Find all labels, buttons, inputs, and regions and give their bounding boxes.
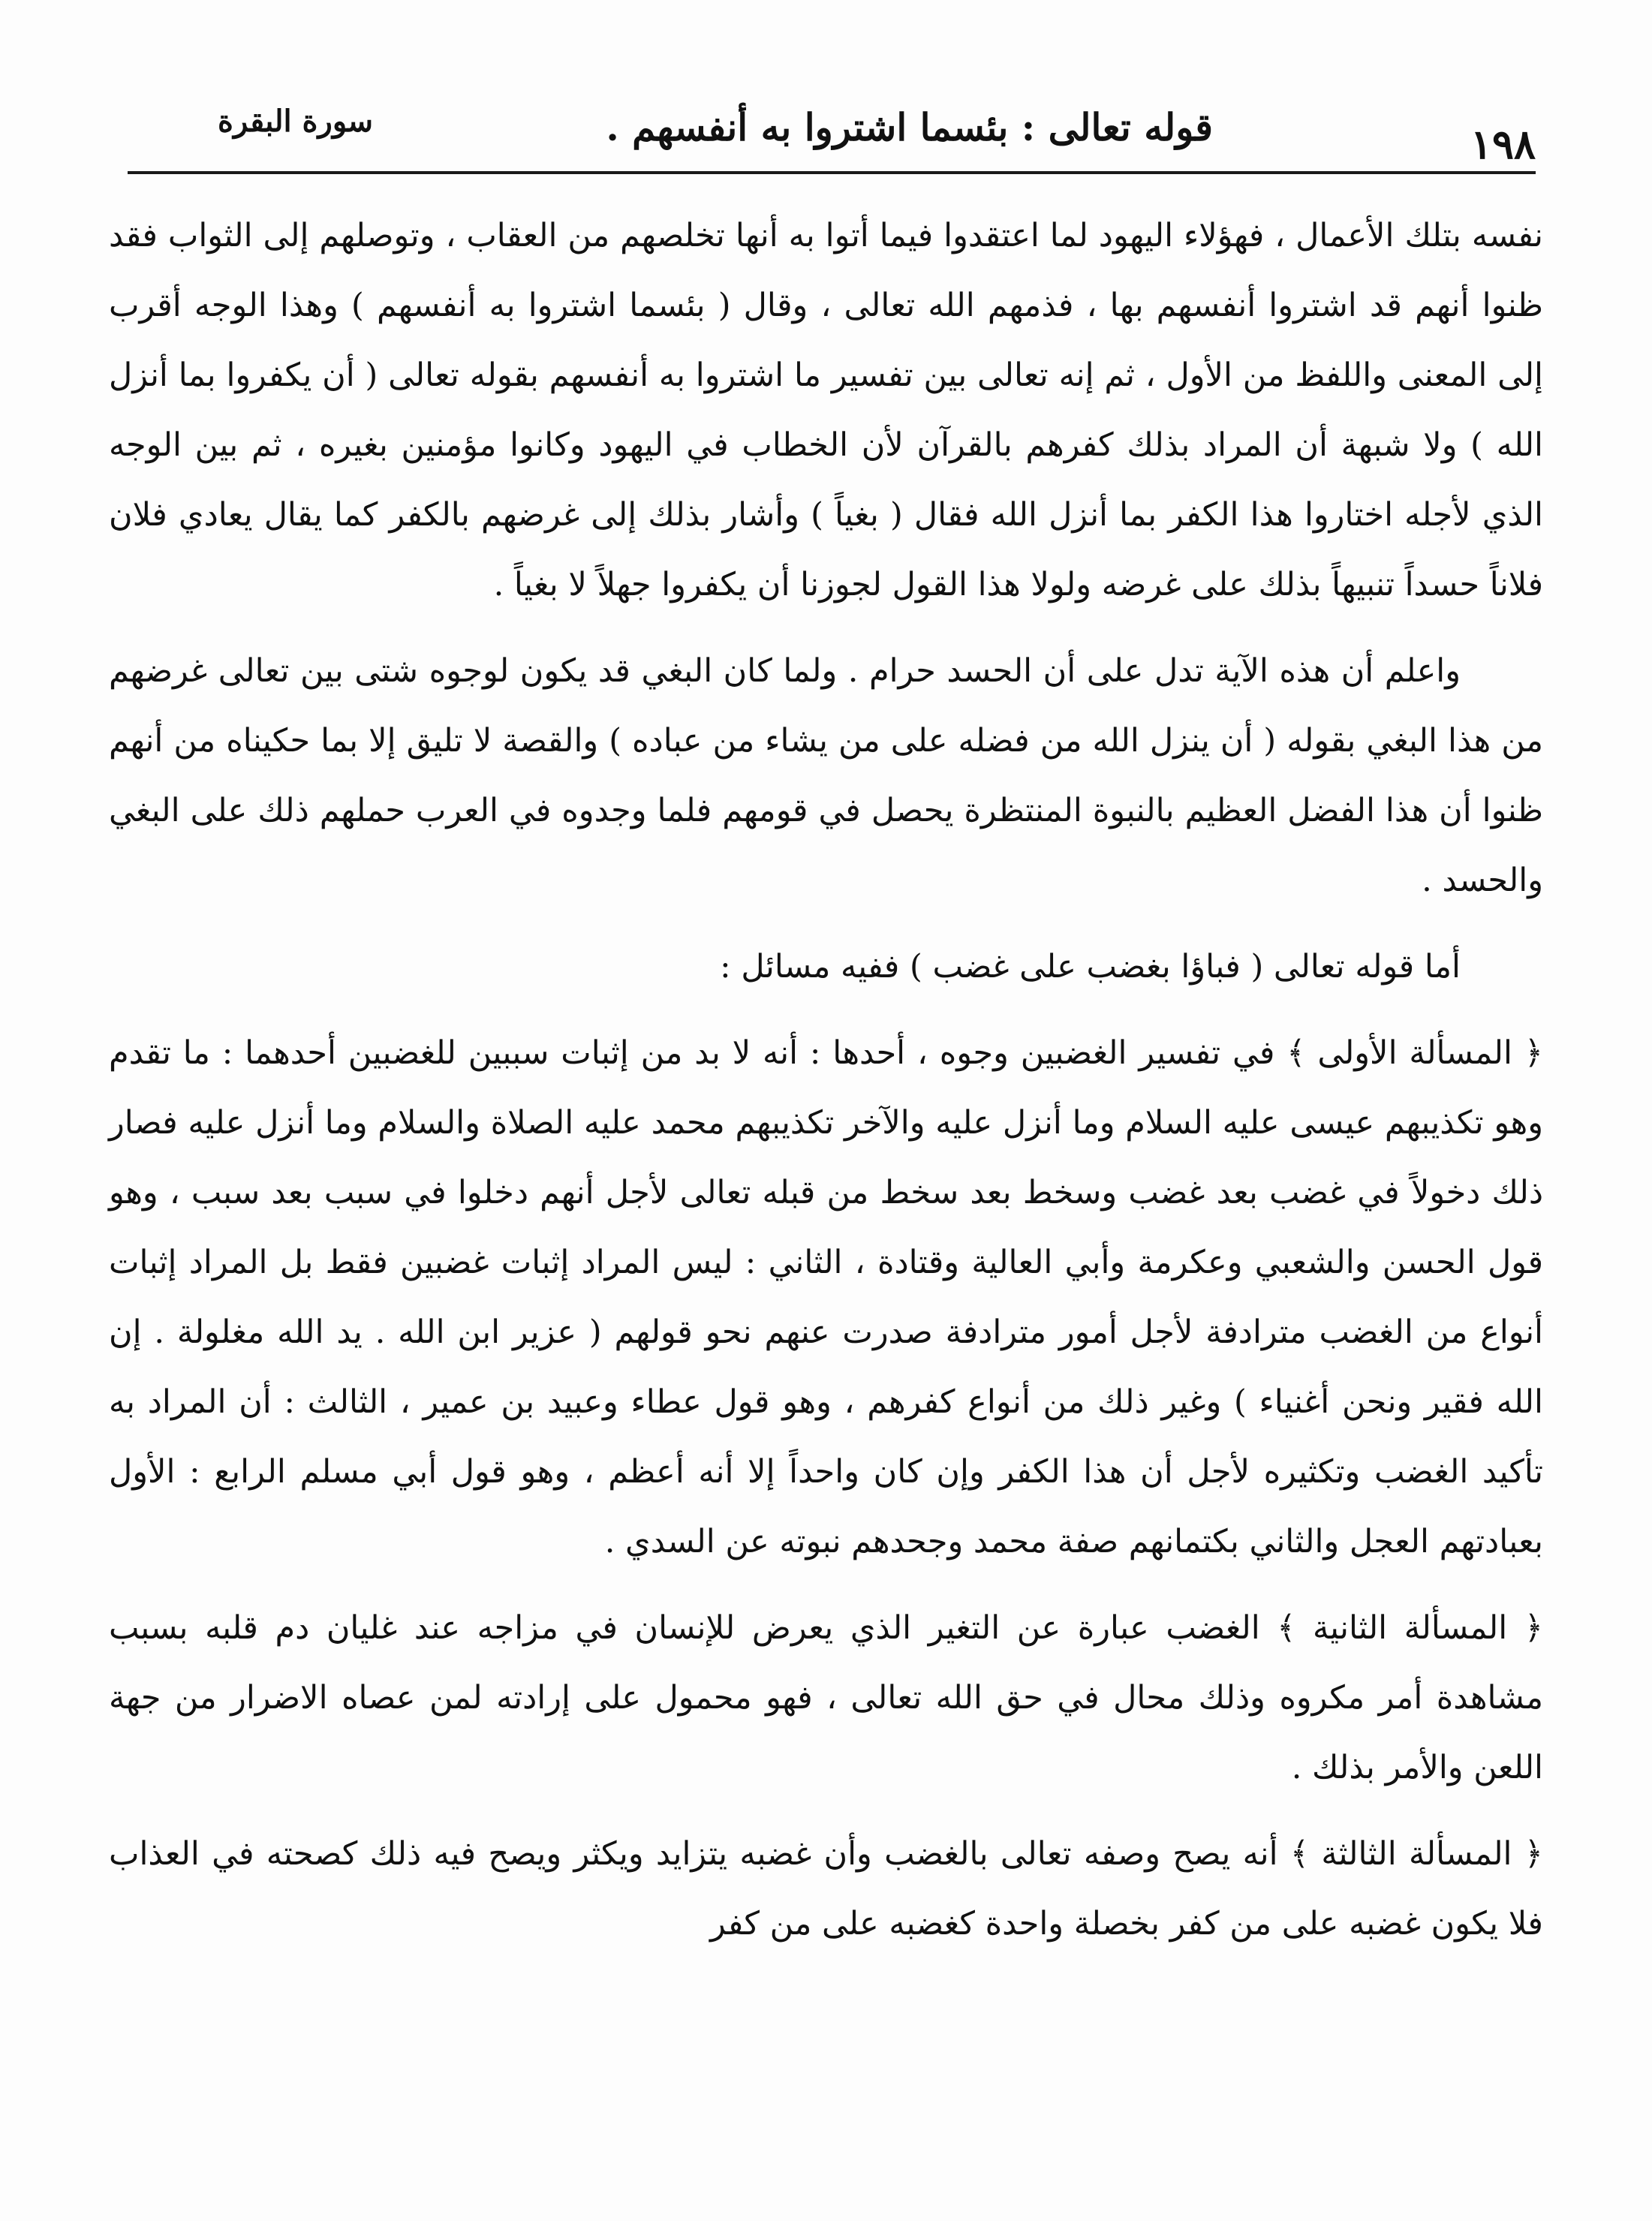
paragraph-2: واعلم أن هذه الآية تدل على أن الحسد حرام . ولما كان البغي قد يكون لوجوه شتى بين تعالى غرضهم من هذا البغي بقوله ( أن ينزل الله من فضله على من يشاء من عباده ) والقصة لا تليق إلا بما حكيناه من أنهم ظنوا أن هذا الفضل العظيم بالنبوة المنتظرة يحصل في قومهم فلما وجدوه في العرب حملهم ذلك على البغي والحسد . [109,652,1543,899]
paragraph-1: نفسه بتلك الأعمال ، فهؤلاء اليهود لما اعتقدوا فيما أتوا به أنها تخلصهم من العقاب ، وتوصلهم إلى الثواب فقد ظنوا أنهم قد اشتروا أنفسهم بها ، فذمهم الله تعالى ، وقال ( بئسما اشتروا به أنفسهم ) وهذا الوجه أقرب إلى المعنى واللفظ من الأول ، ثم إنه تعالى بين تفسير ما اشتروا به أنفسهم بقوله تعالى ( أن يكفروا بما أنزل الله ) ولا شبهة أن المراد بذلك كفرهم بالقرآن لأن الخطاب في اليهود وكانوا مؤمنين بغيره ، ثم بين الوجه الذي لأجله اختاروا هذا الكفر بما أنزل الله فقال ( بغياً ) وأشار بذلك إلى غرضهم بالكفر كما يقال يعادي فلان فلاناً حسداً تنبيهاً بذلك على غرضه ولولا هذا القول لجوزنا أن يكفروا جهلاً لا بغياً . [109,217,1543,603]
page-body [109,201,1543,1976]
paragraph-masala-1: ﴿ المسألة الأولى ﴾ في تفسير الغضبين وجوه ، أحدها : أنه لا بد من إثبات سببين للغضبين أحدهما : ما تقدم وهو تكذيبهم عيسى عليه السلام وما أنزل عليه والآخر تكذيبهم محمد عليه الصلاة والسلام وما أنزل عليه فصار ذلك دخولاً في غضب بعد غضب وسخط بعد سخط من قبله تعالى لأجل أنهم دخلوا في سبب بعد سبب ، وهو قول الحسن والشعبي وعكرمة وأبي العالية وقتادة ، الثاني : ليس المراد إثبات غضبين فقط بل المراد إثبات أنواع من الغضب مترادفة لأجل أمور مترادفة صدرت عنهم نحو قولهم ( عزير ابن الله . يد الله مغلولة . إن الله فقير ونحن أغنياء ) وغير ذلك من أنواع كفرهم ، وهو قول عطاء وعبيد بن عمير ، الثالث : أن المراد به تأكيد الغضب وتكثيره لأجل أن هذا الكفر وإن كان واحداً إلا أنه أعظم ، وهو قول أبي مسلم الرابع : الأول بعبادتهم العجل والثاني بكتمانهم صفة محمد وجحدهم نبوته عن السدي . [109,1034,1543,1560]
paragraph-3: أما قوله تعالى ( فباؤا بغضب على غضب ) ففيه مسائل : [720,948,1461,986]
surah-name: سورة البقرة [218,104,374,139]
page-header [128,90,1536,168]
page-number: ١٩٨ [1470,120,1536,168]
paragraph-masala-3: ﴿ المسألة الثالثة ﴾ أنه يصح وصفه تعالى بالغضب وأن غضبه يتزايد ويكثر ويصح فيه ذلك كصحته في العذاب فلا يكون غضبه على من كفر بخصلة واحدة كغضبه على من كفر [109,1835,1543,1943]
running-title: قوله تعالى : بئسما اشتروا به أنفسهم . [606,105,1213,149]
header-rule [128,171,1536,174]
paragraph-masala-2: ﴿ المسألة الثانية ﴾ الغضب عبارة عن التغير الذي يعرض للإنسان في مزاجه عند غليان دم قلبه بسبب مشاهدة أمر مكروه وذلك محال في حق الله تعالى ، فهو محمول على إرادته لمن عصاه الاضرار من جهة اللعن والأمر بذلك . [109,1609,1543,1786]
